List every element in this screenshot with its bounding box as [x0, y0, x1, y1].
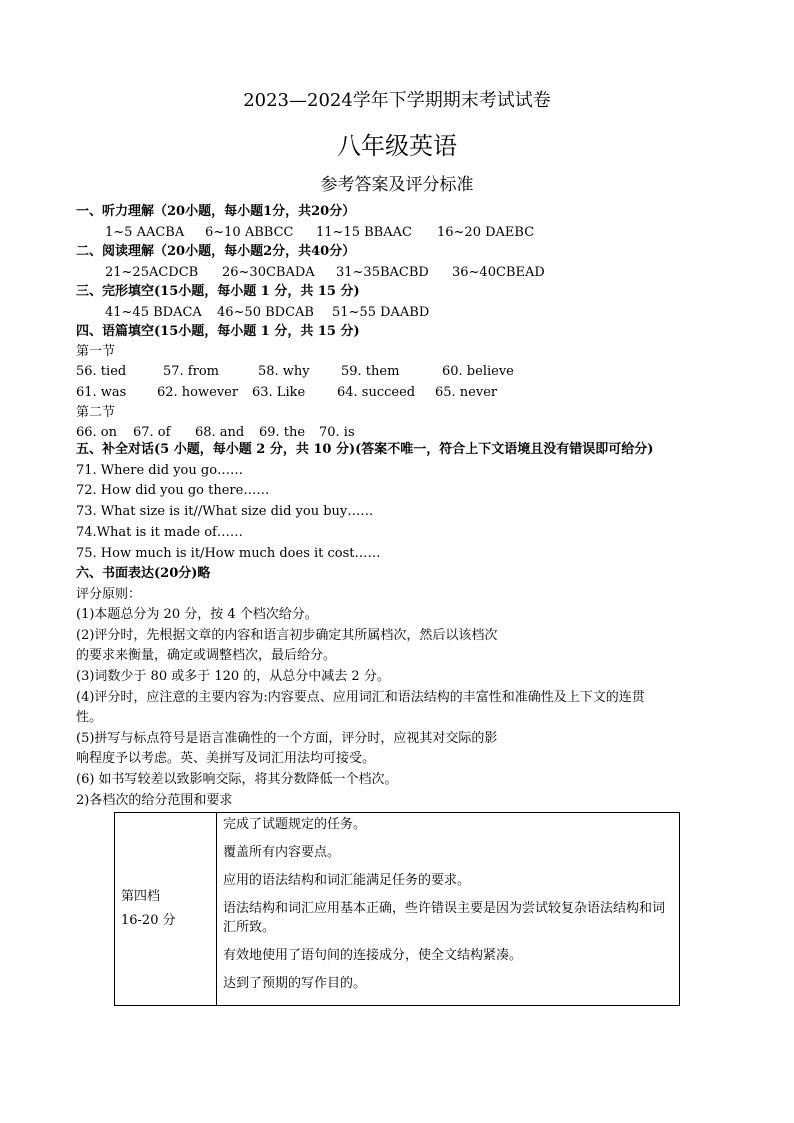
section4-heading: 四、语篇填空(15小题，每小题 1 分，共 15 分)	[76, 324, 360, 339]
answer-group: 11~15 BBAAC	[316, 225, 412, 240]
grading-table	[114, 812, 680, 1006]
answer-item: 67. of	[133, 425, 171, 440]
section3-answers	[105, 305, 429, 321]
answer-item: 62. however	[157, 385, 239, 400]
criterion: 有效地使用了语句间的连接成分，使全文结构紧凑。	[223, 948, 523, 963]
answer-group: 16~20 DAEBC	[437, 225, 535, 240]
section1-heading: 一、听力理解（20小题，每小题1分，共20分）	[76, 204, 356, 219]
answer-item: 64. succeed	[337, 385, 416, 400]
criterion: 达到了预期的写作目的。	[223, 976, 367, 991]
section6-heading: 六、书面表达(20分)略	[76, 566, 211, 581]
scoring-principle-line: (5)拼写与标点符号是语言准确性的一个方面，评分时，应视其对交际的影	[76, 731, 498, 746]
answer-item: 69. the	[259, 425, 306, 440]
criterion: 完成了试题规定的任务。	[223, 817, 367, 832]
scoring-principle-line: 的要求来衡量，确定或调整档次，最后给分。	[76, 648, 337, 663]
scoring-principles-label: 评分原则：	[76, 587, 142, 602]
exam-title: 2023—2024学年下学期期末考试试卷	[243, 90, 551, 111]
answer-item: 60. believe	[442, 364, 514, 379]
answer-item: 56. tied	[76, 364, 127, 379]
answer-group: 36~40CBEAD	[452, 265, 545, 280]
section4-part1-label: 第一节	[76, 344, 116, 359]
answer-item: 57. from	[163, 364, 219, 379]
scoring-principle-line: (1)本题总分为 20 分，按 4 个档次给分。	[76, 607, 318, 622]
answer-item: 70. is	[319, 425, 355, 440]
answer-item: 68. and	[195, 425, 245, 440]
answer-group: 41~45 BDACA	[105, 305, 202, 320]
section5-heading: 五、补全对话(5 小题，每小题 2 分，共 10 分)(答案不唯一，符合上下文语境且没有错误即可给分)	[76, 442, 654, 457]
grade-range-label: 2)各档次的给分范围和要求	[76, 793, 233, 808]
section4-row3	[76, 425, 355, 441]
grade-criteria-cell	[217, 813, 680, 1006]
answer-group: 26~30CBADA	[222, 265, 315, 280]
dialogue-answer: 75. How much is it/How much does it cost……	[76, 546, 381, 561]
answer-group: 21~25ACDCB	[105, 265, 199, 280]
grade-score-range: 16-20 分	[121, 913, 176, 928]
answer-item: 65. never	[435, 385, 498, 400]
scoring-principle-line: (4)评分时，应注意的主要内容为:内容要点、应用词汇和语法结构的丰富性和准确性及上下文的连贯	[76, 690, 645, 705]
answer-item: 61. was	[76, 385, 127, 400]
answer-group: 31~35BACBD	[336, 265, 429, 280]
answer-group: 6~10 ABBCC	[205, 225, 294, 240]
table-row	[115, 813, 680, 1006]
answer-key-subtitle: 参考答案及评分标准	[320, 175, 474, 195]
scoring-principle-line: (3)词数少于 80 或多于 120 的，从总分中减去 2 分。	[76, 669, 390, 684]
answer-item: 59. them	[341, 364, 400, 379]
answer-group: 51~55 DAABD	[332, 305, 430, 320]
answer-item: 66. on	[76, 425, 118, 440]
section4-part2-label: 第二节	[76, 405, 116, 420]
criterion: 语法结构和词汇应用基本正确，些许错误主要是因为尝试较复杂语法结构和词汇所致。	[223, 901, 666, 935]
section4-row1	[76, 364, 514, 380]
section2-heading: 二、阅读理解（20小题，每小题2分，共40分）	[76, 244, 356, 259]
scoring-principle-line: (2)评分时，先根据文章的内容和语言初步确定其所属档次，然后以该档次	[76, 628, 498, 643]
grade-level-cell	[115, 813, 217, 1006]
grade-level: 第四档	[121, 889, 161, 904]
section2-answers	[105, 265, 545, 281]
section3-heading: 三、完形填空(15小题，每小题 1 分，共 15 分)	[76, 284, 360, 299]
dialogue-answer: 71. Where did you go……	[76, 463, 244, 478]
dialogue-answer: 74.What is it made of……	[76, 525, 243, 540]
answer-group: 46~50 BDCAB	[217, 305, 314, 320]
criterion: 覆盖所有内容要点。	[223, 845, 341, 860]
answer-item: 63. Like	[252, 385, 306, 400]
scoring-principle-line: 响程度予以考虑。英、美拼写及词汇用法均可接受。	[76, 751, 376, 766]
dialogue-answer: 73. What size is it//What size did you buy……	[76, 504, 374, 519]
dialogue-answer: 72. How did you go there……	[76, 483, 270, 498]
scoring-principle-line: 性。	[76, 710, 103, 725]
section4-row2	[76, 385, 497, 401]
criterion: 应用的语法结构和词汇能满足任务的要求。	[223, 873, 471, 888]
subject-title: 八年级英语	[337, 132, 457, 160]
answer-group: 1~5 AACBA	[105, 225, 185, 240]
answer-item: 58. why	[258, 364, 310, 379]
scoring-principle-line: (6) 如书写较差以致影响交际，将其分数降低一个档次。	[76, 772, 398, 787]
section1-answers	[105, 225, 534, 241]
